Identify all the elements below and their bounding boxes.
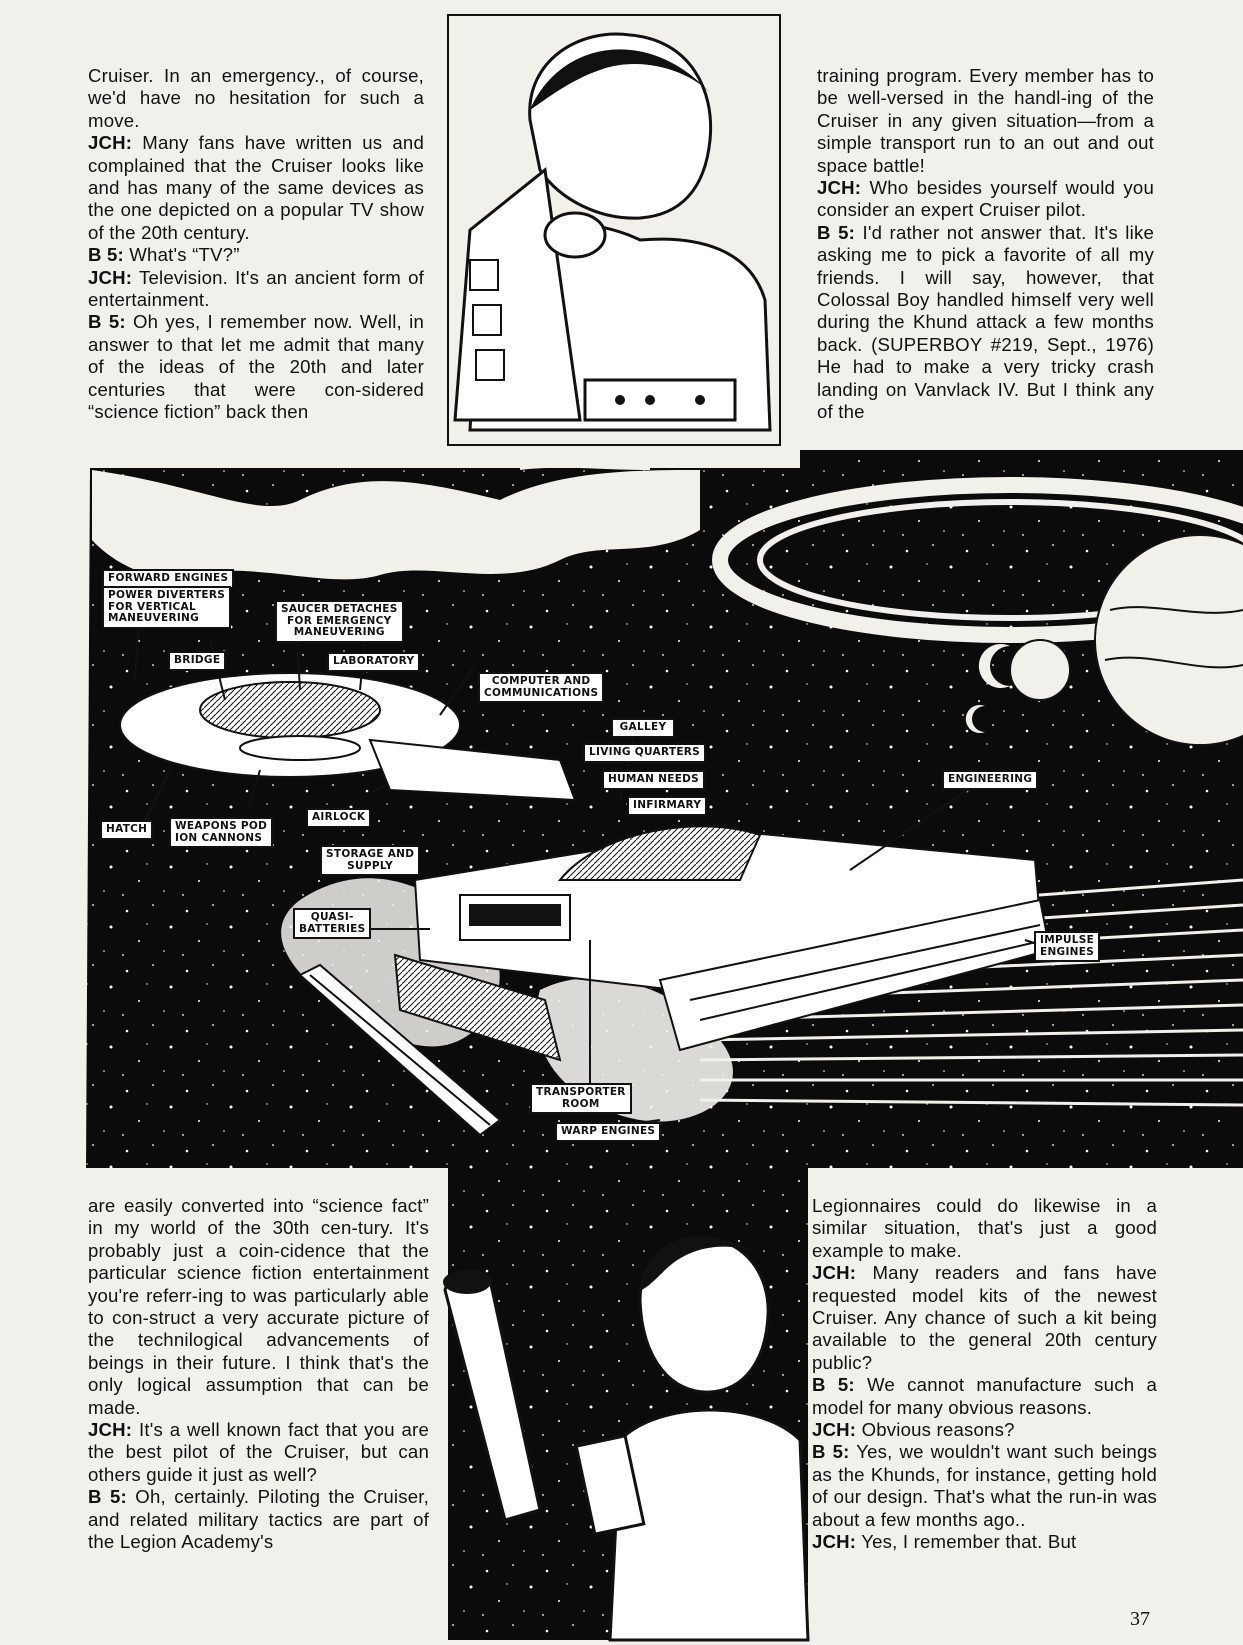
paragraph: JCH: Many fans have written us and complained that the Cruiser looks like and has many of the same devices as the one depicted on a popular TV show of the 20th century.: [88, 132, 424, 243]
label-living-quarters: LIVING QUARTERS: [583, 743, 706, 763]
paragraph: are easily converted into “science fact” in my world of the 30th cen-tury. It's probably just a coin-cidence that the particular science fiction entertainment you're referr-ing to was particularly able to con-struct a very accurate picture of the technilogical advancements of beings in their future. I think that's the only logical assumption that can be made.: [88, 1195, 429, 1418]
label-impulse-engines: IMPULSE ENGINES: [1034, 931, 1100, 962]
paragraph: JCH: It's a well known fact that you are the best pilot of the Cruiser, but can others guide it just as well?: [88, 1419, 429, 1485]
label-storage: STORAGE AND SUPPLY: [320, 845, 420, 876]
label-computer: COMPUTER AND COMMUNICATIONS: [478, 672, 604, 703]
label-power-diverters: POWER DIVERTERS FOR VERTICAL MANEUVERING: [102, 586, 231, 629]
top-hero-panel: [448, 15, 780, 445]
label-transporter-room: TRANSPORTER ROOM: [530, 1083, 632, 1114]
label-quasi-batteries: QUASI- BATTERIES: [293, 908, 371, 939]
label-infirmary: INFIRMARY: [627, 796, 707, 816]
paragraph: B 5: I'd rather not answer that. It's like asking me to pick a favorite of all my friends. I will say, however, that Colossal Boy handled himself very well during the Khund attack a few months back. (SUPERBOY #219, Sept., 1976) He had to make a very tricky crash landing on Vanvlack IV. But I think any of the: [817, 221, 1154, 423]
label-galley: GALLEY: [611, 718, 675, 738]
paragraph: B 5: What's “TV?”: [88, 244, 240, 266]
label-human-needs: HUMAN NEEDS: [602, 770, 705, 790]
label-warp-engines: WARP ENGINES: [555, 1122, 661, 1142]
label-saucer-detaches: SAUCER DETACHES FOR EMERGENCY MANEUVERING: [275, 600, 404, 643]
label-weapons-pod: WEAPONS POD ION CANNONS: [169, 817, 273, 848]
column-bottom-right: [812, 1195, 1157, 1554]
paragraph: JCH: Yes, I remember that. But: [812, 1531, 1077, 1553]
paragraph: training program. Every member has to be well-versed in the handl-ing of the Cruiser in any given situation—from a simple transport run to an out and out space battle!: [817, 65, 1154, 176]
column-top-right: [817, 65, 1154, 424]
paragraph: B 5: Oh yes, I remember now. Well, in answer to that let me admit that many of the ideas of the 20th and later centuries that were con-sidered “science fiction” back then: [88, 311, 424, 423]
label-bridge: BRIDGE: [168, 651, 226, 671]
paragraph: JCH: Television. It's an ancient form of entertainment.: [88, 266, 424, 311]
page-number: 37: [1130, 1608, 1150, 1630]
paragraph: B 5: Oh, certainly. Piloting the Cruiser, and related military tactics are part of the Legion Academy's: [88, 1486, 429, 1553]
paragraph: JCH: Who besides yourself would you consider an expert Cruiser pilot.: [817, 177, 1154, 221]
label-forward-engines: FORWARD ENGINES: [102, 569, 234, 587]
label-laboratory: LABORATORY: [327, 652, 420, 672]
paragraph: JCH: Obvious reasons?: [812, 1419, 1015, 1441]
label-engineering: ENGINEERING: [942, 770, 1038, 790]
paragraph: Cruiser. In an emergency., of course, we'd have no hesitation for such a move.: [88, 65, 424, 131]
column-top-left: [88, 65, 424, 424]
column-bottom-left: [88, 1195, 429, 1554]
label-airlock: AIRLOCK: [306, 808, 371, 828]
small-moon: [1010, 640, 1070, 700]
label-hatch: HATCH: [100, 820, 153, 840]
paragraph: JCH: Many readers and fans have requested model kits of the newest Cruiser. Any chance of such a kit being available to the general 20th century public?: [812, 1262, 1157, 1373]
paragraph: B 5: We cannot manufacture such a model for many obvious reasons.: [812, 1374, 1157, 1418]
paragraph: Legionnaires could do likewise in a similar situation, that's just a good example to make.: [812, 1195, 1157, 1261]
paragraph: B 5: Yes, we wouldn't want such beings as the Khunds, for instance, getting hold of our design. That's what the run-in was about a few months ago..: [812, 1441, 1157, 1530]
